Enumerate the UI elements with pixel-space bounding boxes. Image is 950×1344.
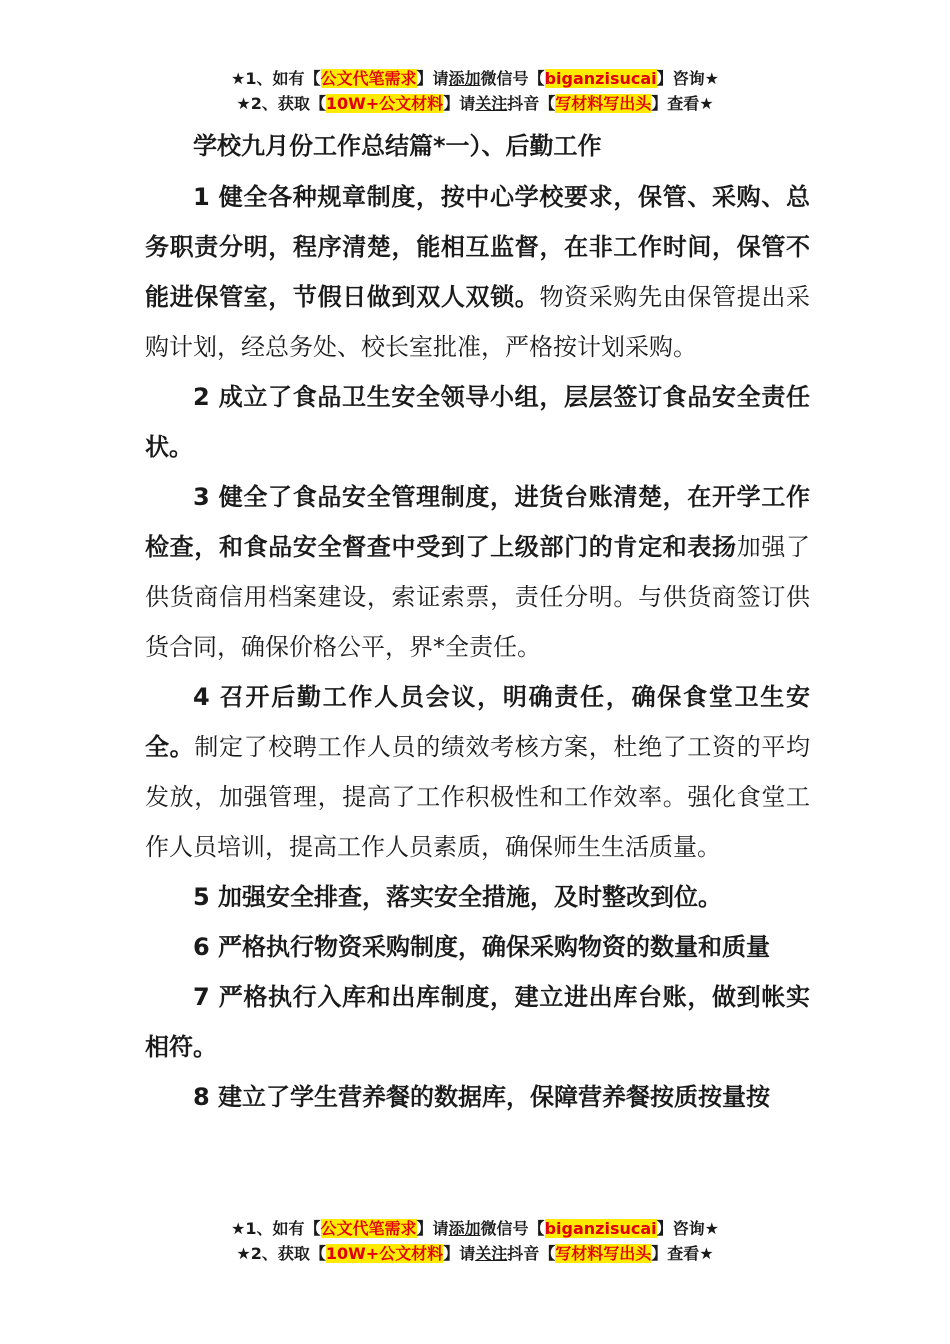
banner-text: ★1、如有【 [231, 1219, 321, 1238]
paragraph-5-heading: 5 加强安全排查，落实安全措施，及时整改到位。 [193, 883, 723, 911]
paragraph-2-heading: 2 成立了食品卫生安全领导小组，层层签订食品安全责任状。 [145, 383, 810, 461]
highlight-service: 公文代笔需求 [320, 1219, 417, 1238]
banner-text: 微信号【 [480, 1219, 545, 1238]
banner-text: ★2、获取【 [236, 1244, 326, 1263]
document-title: 学校九月份工作总结篇*一）、后勤工作 [193, 132, 602, 160]
paragraph-8 [145, 1072, 810, 1122]
highlight-douyin-id: 写材料写出头 [555, 1244, 652, 1263]
paragraph-3-heading: 3 健全了食品安全管理制度，进货台账清楚，在开学工作检查，和食品安全督查中受到了上级部门的肯定和表扬 [145, 483, 810, 561]
banner-line-2 [0, 93, 950, 118]
paragraph-4-heading: 4 召开后勤工作人员会议，明确责任，确保食堂卫生安全。 [145, 683, 810, 761]
document-body [145, 124, 810, 1122]
banner-text: 】查看★ [651, 1244, 714, 1263]
highlight-wechat-id: biganzisucai [544, 69, 657, 88]
highlight-materials: 10W+公文材料 [325, 1244, 444, 1263]
paragraph-6-heading: 6 严格执行物资采购制度，确保采购物资的数量和质量 [193, 933, 771, 961]
banner-text: ★2、获取【 [236, 94, 326, 113]
highlight-service: 公文代笔需求 [320, 69, 417, 88]
underlined-text: 添加 [448, 69, 481, 88]
paragraph-8-heading: 8 建立了学生营养餐的数据库，保障营养餐按质按量按 [193, 1083, 771, 1111]
underlined-text: 关注 [475, 94, 508, 113]
banner-line-2 [0, 1243, 950, 1268]
banner-line-1 [0, 1218, 950, 1243]
banner-text: 】请 [443, 1244, 476, 1263]
paragraph-1-text: 物资采购先由保管提出采购计划，经总务处、校长室批准，严格按计划采购。 [145, 283, 811, 361]
banner-text: 抖音【 [507, 1244, 556, 1263]
paragraph-7 [145, 972, 810, 1072]
footer-banner [0, 1218, 950, 1268]
header-banner [0, 68, 950, 118]
paragraph-3 [145, 472, 810, 672]
paragraph-4 [145, 672, 810, 872]
banner-text: 】咨询★ [656, 1219, 719, 1238]
paragraph-3-text: 加强了供货商信用档案建设，索证索票，责任分明。与供货商签订供货合同，确保价格公平，界*全责任。 [145, 533, 811, 661]
banner-text: 】请 [443, 94, 476, 113]
banner-text: ★1、如有【 [231, 69, 321, 88]
banner-text: 】查看★ [651, 94, 714, 113]
paragraph-1-heading: 1 健全各种规章制度，按中心学校要求，保管、采购、总务职责分明，程序清楚，能相互监督，在非工作时间，保管不能进保管室，节假日做到双人双锁。 [145, 183, 810, 311]
paragraph-5 [145, 872, 810, 922]
highlight-materials: 10W+公文材料 [325, 94, 444, 113]
paragraph-6 [145, 922, 810, 972]
banner-text: 】请 [416, 1219, 449, 1238]
underlined-text: 关注 [475, 1244, 508, 1263]
highlight-wechat-id: biganzisucai [544, 1219, 657, 1238]
banner-text: 抖音【 [507, 94, 556, 113]
underlined-text: 添加 [448, 1219, 481, 1238]
paragraph-2 [145, 372, 810, 472]
paragraph-7-heading: 7 严格执行入库和出库制度，建立进出库台账，做到帐实相符。 [145, 983, 810, 1061]
banner-text: 微信号【 [480, 69, 545, 88]
paragraph-4-text: 制定了校聘工作人员的绩效考核方案，杜绝了工资的平均发放，加强管理，提高了工作积极性和工作效率。强化食堂工作人员培训，提高工作人员素质，确保师生生活质量。 [145, 733, 811, 861]
highlight-douyin-id: 写材料写出头 [555, 94, 652, 113]
banner-text: 】请 [416, 69, 449, 88]
paragraph-1 [145, 172, 810, 372]
banner-line-1 [0, 68, 950, 93]
banner-text: 】咨询★ [656, 69, 719, 88]
